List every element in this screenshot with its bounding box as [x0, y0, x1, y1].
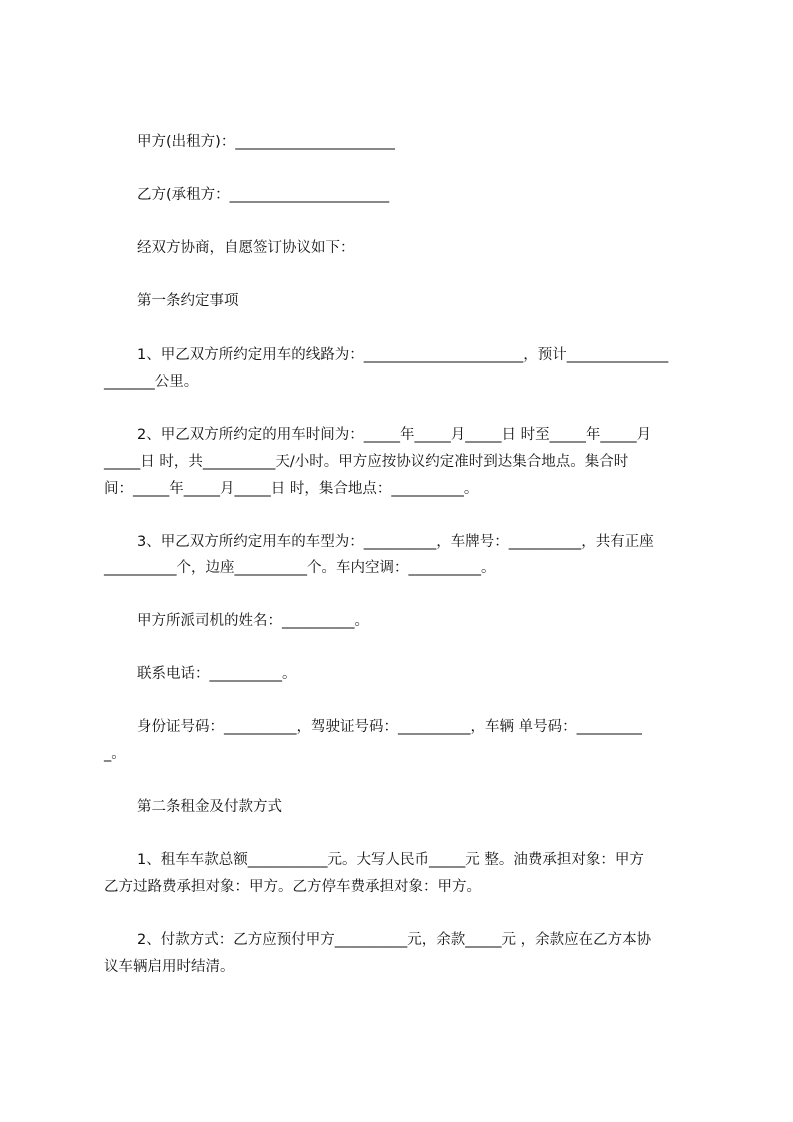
party-a-line: 甲方(出租方)：______________________	[137, 134, 395, 150]
pay1-line1: 1、租车车款总额___________元。大写人民币_____元 整。油费承担对象：甲方	[137, 852, 644, 868]
item3-line2: __________个，边座__________个。车内空调：__________。	[104, 560, 496, 576]
party-b-line: 乙方(承租方：______________________	[137, 187, 390, 203]
item2-line2: _____日 时，共__________天/小时。甲方应按协议约定准时到达集合地点。集合时	[104, 454, 629, 470]
item1-line1: 1、甲乙双方所约定用车的线路为：______________________，预计______________	[137, 347, 669, 363]
driver-name-line: 甲方所派司机的姓名：__________。	[137, 613, 369, 629]
intro-text: 经双方协商，自愿签订协议如下：	[137, 240, 355, 256]
item3-line1: 3、甲乙双方所约定用车的车型为：__________，车牌号：__________，共有正座	[137, 534, 654, 550]
pay2-line1: 2、付款方式：乙方应预付甲方__________元，余款_____元 ，余款应在乙方本协	[137, 932, 652, 948]
pay2-line2: 议车辆启用时结清。	[104, 959, 235, 975]
ids-line1: 身份证号码：__________，驾驶证号码：__________，车辆 单号码：_________	[137, 719, 642, 735]
section2-title: 第二条租金及付款方式	[137, 799, 282, 815]
item1-line2: _______公里。	[104, 374, 199, 390]
section1-title: 第一条约定事项	[137, 293, 239, 309]
phone-line: 联系电话：__________。	[137, 666, 297, 682]
ids-line2: _。	[104, 746, 126, 762]
item2-line1: 2、甲乙双方所约定的用车时间为：_____年_____月_____日 时至_____年_____月	[137, 427, 652, 443]
item2-line3: 间：_____年_____月_____日 时，集合地点：__________。	[104, 481, 479, 497]
pay1-line2: 乙方过路费承担对象：甲方。乙方停车费承担对象：甲方。	[104, 879, 481, 895]
